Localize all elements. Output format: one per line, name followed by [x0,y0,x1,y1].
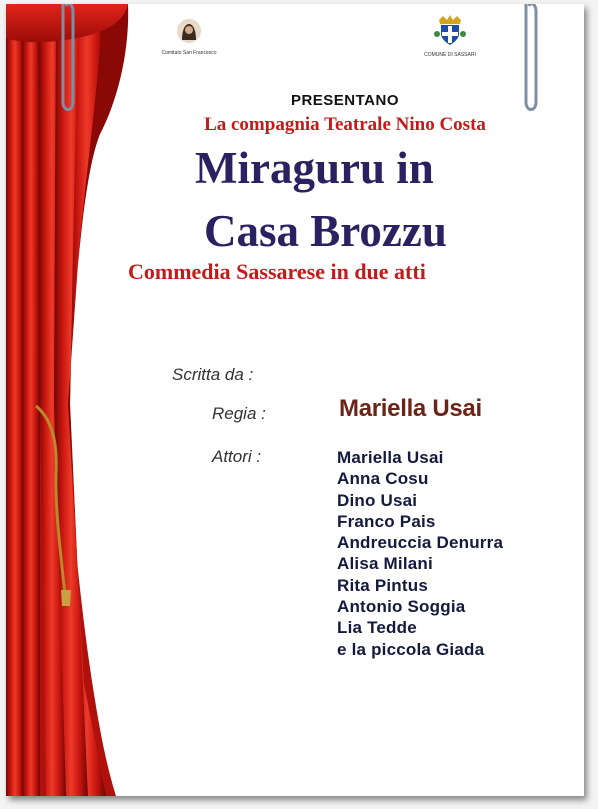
sponsor-logo-left [154,18,224,56]
theatre-curtain-icon [6,4,146,796]
actors-label: Attori : [212,447,262,466]
actor-item: Mariella Usai [337,448,444,467]
actor-item: Lia Tedde [337,618,417,638]
actors-list [337,447,503,660]
presentano-heading: PRESENTANO [290,92,400,109]
comune-logo-right [420,14,480,58]
actor-item: Antonio Soggia [337,597,466,617]
company-name: La compagnia Teatrale Nino Costa [204,114,486,135]
left-logo-caption: Comitato San Francesco [161,50,217,56]
play-subtitle: Commedia Sassarese in due atti [128,259,426,284]
actor-item: Dino Usai [337,490,418,510]
actor-item: Anna Cosu [337,469,429,489]
actor-item: Alisa Milani [337,554,433,574]
friar-portrait-icon [176,18,202,44]
coat-of-arms-icon [433,14,467,46]
director-label: Regia : [212,404,266,423]
poster-sheet [6,4,584,796]
play-title-line1: Miraguru in [195,143,434,193]
right-logo-caption: COMUNE DI SASSARI [424,52,476,58]
paperclip-icon [57,4,79,116]
director-name: Mariella Usai [339,395,482,422]
play-title-line2: Casa Brozzu [204,206,447,256]
actor-item: e la piccola Giada [337,639,485,659]
actor-item: Andreuccia Denurra [337,533,504,553]
actor-item: Franco Pais [337,511,436,531]
written-by-label: Scritta da : [172,365,254,384]
actor-item: Rita Pintus [337,575,428,595]
